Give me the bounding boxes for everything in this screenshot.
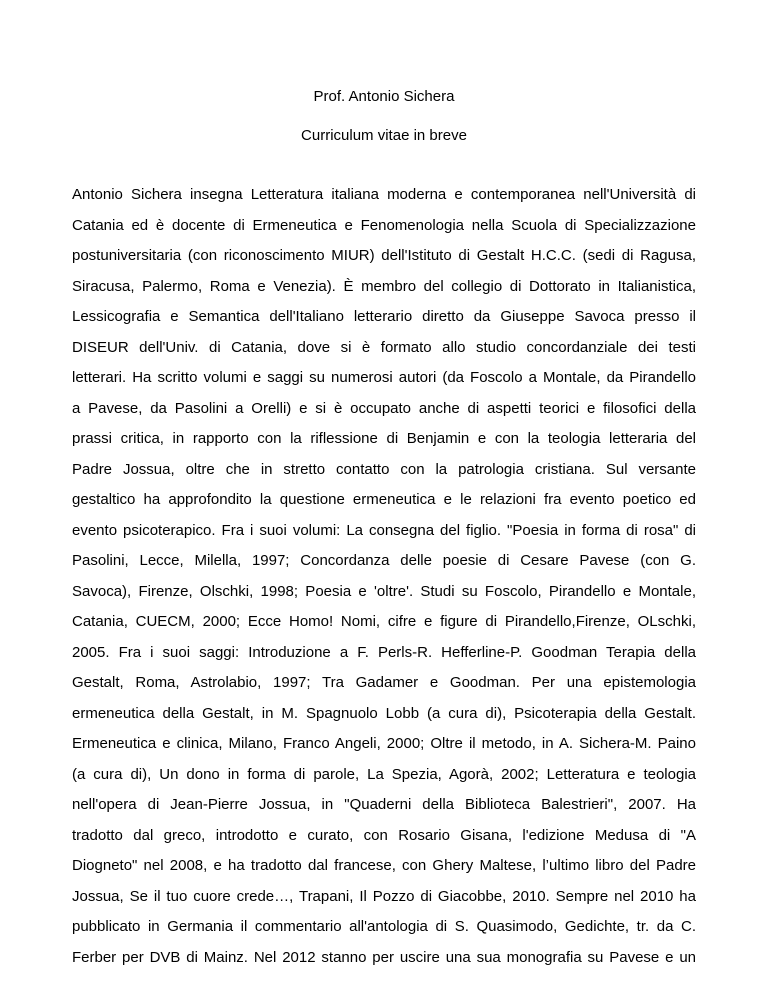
text-line: Pasolini, Lecce, Milella, 1997; Concordanza delle poesie di Cesare Pavese (con G.	[72, 552, 696, 569]
text-line: Diogneto" nel 2008, e ha tradotto dal francese, con Ghery Maltese, l’ultimo libro del Padre	[72, 857, 696, 874]
text-line: a Pavese, da Pasolini a Orelli) e si è occupato anche di aspetti teorici e filosofici della	[72, 399, 696, 417]
text-line: Padre Jossua, oltre che in stretto contatto con la patrologia cristiana. Sul versante	[72, 460, 696, 478]
text-line: ermeneutica della Gestalt, in M. Spagnuolo Lobb (a cura di), Psicoterapia della Gestalt.	[72, 704, 696, 722]
text-line: Ermeneutica e clinica, Milano, Franco Angeli, 2000; Oltre il metodo, in A. Sichera-M. Paino	[72, 735, 696, 752]
text-line: prassi critica, in rapporto con la riflessione di Benjamin e con la teologia letteraria del	[72, 430, 696, 447]
text-line: Gestalt, Roma, Astrolabio, 1997; Tra Gadamer e Goodman. Per una epistemologia	[72, 674, 696, 691]
text-line: Siracusa, Palermo, Roma e Venezia). È membro del collegio di Dottorato in Italianistica,	[72, 277, 696, 295]
text-line: Ferber per DVB di Mainz. Nel 2012 stanno per uscire una sua monografia su Pavese e un	[72, 948, 696, 966]
text-line: Lessicografia e Semantica dell'Italiano letterario diretto da Giuseppe Savoca presso il	[72, 308, 696, 325]
text-line: tradotto dal greco, introdotto e curato, con Rosario Gisana, l'edizione Medusa di "A	[72, 826, 696, 844]
text-line: 2005. Fra i suoi saggi: Introduzione a F. Perls-R. Hefferline-P. Goodman Terapia della	[72, 643, 696, 661]
text-line: DISEUR dell'Univ. di Catania, dove si è formato allo studio concordanziale dei testi	[72, 338, 696, 356]
text-line: (a cura di), Un dono in forma di parole, La Spezia, Agorà, 2002; Letteratura e teologia	[72, 765, 696, 783]
text-line: evento psicoterapico. Fra i suoi volumi: La consegna del figlio. "Poesia in forma di rosa" di	[72, 521, 696, 539]
text-line: nell'opera di Jean-Pierre Jossua, in "Quaderni della Biblioteca Balestrieri", 2007. Ha	[72, 796, 696, 813]
document-title: Prof. Antonio Sichera	[313, 88, 455, 105]
text-line: letterari. Ha scritto volumi e saggi su numerosi autori (da Foscolo a Montale, da Pirandello	[72, 369, 696, 386]
text-line: Catania ed è docente di Ermeneutica e Fenomenologia nella Scuola di Specializzazione	[72, 216, 696, 234]
text-line: Catania, CUECM, 2000; Ecce Homo! Nomi, cifre e figure di Pirandello,Firenze, OLschki,	[72, 613, 696, 630]
text-line: Jossua, Se il tuo cuore crede…, Trapani, Il Pozzo di Giacobbe, 2010. Sempre nel 2010 ha	[72, 887, 696, 905]
document-subtitle: Curriculum vitae in breve	[301, 127, 467, 144]
text-line: pubblicato in Germania il commentario all'antologia di S. Quasimodo, Gedichte, tr. da C.	[72, 918, 696, 935]
text-line: Antonio Sichera insegna Letteratura italiana moderna e contemporanea nell'Università di	[72, 186, 696, 203]
text-line: Savoca), Firenze, Olschki, 1998; Poesia e 'oltre'. Studi su Foscolo, Pirandello e Montale,	[72, 582, 696, 600]
text-line: gestaltico ha approfondito la questione ermeneutica e le relazioni fra evento poetico ed	[72, 491, 696, 508]
body-paragraph	[72, 180, 696, 973]
text-line: postuniversitaria (con riconoscimento MIUR) dell'Istituto di Gestalt H.C.C. (sedi di Ragusa,	[72, 247, 696, 264]
